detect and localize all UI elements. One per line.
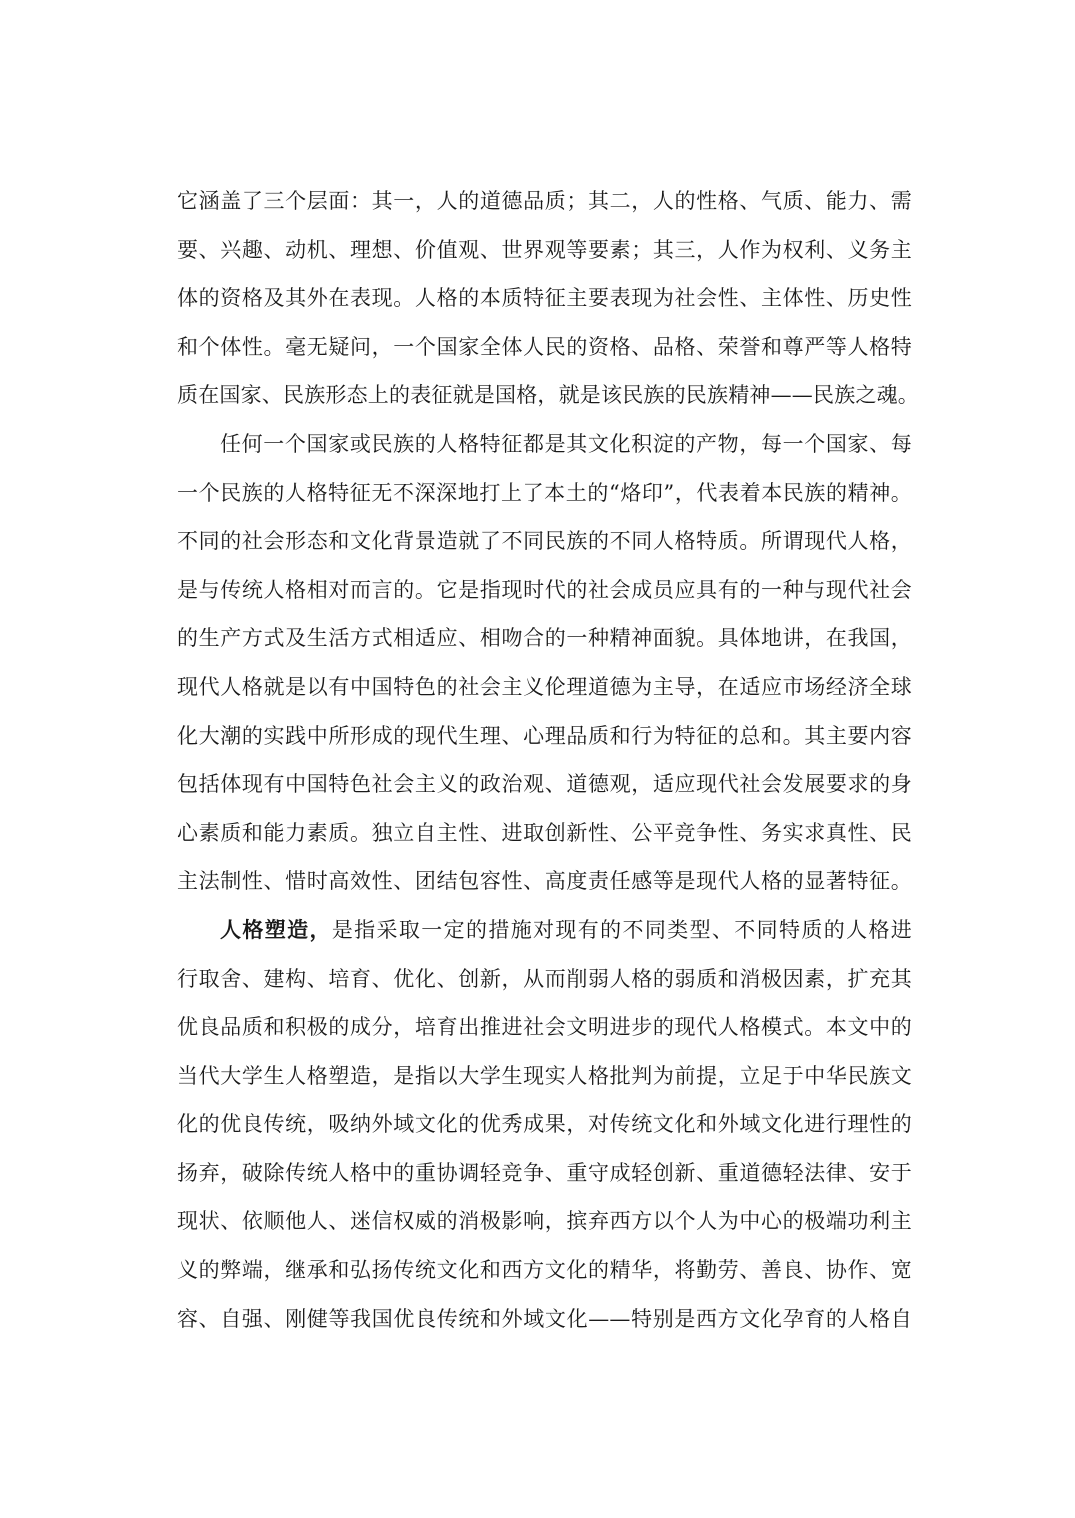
text-line: 义的弊端，继承和弘扬传统文化和西方文化的精华，将勤劳、善良、协作、宽	[177, 1258, 912, 1283]
text-line: 包括体现有中国特色社会主义的政治观、道德观，适应现代社会发展要求的身	[177, 772, 912, 797]
paragraph	[177, 906, 912, 1343]
text-line: 要、兴趣、动机、理想、价值观、世界观等要素；其三，人作为权利、义务主	[177, 237, 912, 262]
text-line: 是与传统人格相对而言的。它是指现时代的社会成员应具有的一种与现代社会	[177, 577, 912, 602]
text-line: 它涵盖了三个层面：其一，人的道德品质；其二，人的性格、气质、能力、需	[177, 189, 912, 213]
text-line: 优良品质和积极的成分，培育出推进社会文明进步的现代人格模式。本文中的	[177, 1015, 912, 1040]
text-line: 扬弃，破除传统人格中的重协调轻竞争、重守成轻创新、重道德轻法律、安于	[177, 1160, 912, 1185]
text-line: 现状、依顺他人、迷信权威的消极影响，摈弃西方以个人为中心的极端功利主	[177, 1209, 912, 1234]
text-line: 化的优良传统，吸纳外域文化的优秀成果，对传统文化和外域文化进行理性的	[177, 1112, 912, 1137]
text-line	[177, 906, 912, 955]
body-text	[177, 177, 919, 1343]
text-line: 体的资格及其外在表现。人格的本质特征主要表现为社会性、主体性、历史性	[177, 286, 912, 311]
paragraph	[177, 420, 912, 906]
text-line: 主法制性、惜时高效性、团结包容性、高度责任感等是现代人格的显著特征。	[177, 869, 912, 894]
paragraph	[177, 177, 919, 420]
text-line: 行取舍、建构、培育、优化、创新，从而削弱人格的弱质和消极因素，扩充其	[177, 966, 912, 991]
text-line: 容、自强、刚健等我国优良传统和外域文化——特别是西方文化孕育的人格自	[177, 1306, 912, 1331]
text-line: 的生产方式及生活方式相适应、相吻合的一种精神面貌。具体地讲，在我国，	[177, 626, 912, 651]
text-line: 任何一个国家或民族的人格特征都是其文化积淀的产物，每一个国家、每	[220, 431, 912, 456]
text-line: 当代大学生人格塑造，是指以大学生现实人格批判为前提，立足于中华民族文	[177, 1063, 912, 1088]
text-line: 质在国家、民族形态上的表征就是国格，就是该民族的民族精神——民族之魂。	[177, 383, 919, 408]
text-line: 和个体性。毫无疑问，一个国家全体人民的资格、品格、荣誉和尊严等人格特	[177, 334, 912, 359]
text-run: 是指采取一定的措施对现有的不同类型、不同特质的人格进	[331, 917, 913, 942]
text-line: 现代人格就是以有中国特色的社会主义伦理道德为主导，在适应市场经济全球	[177, 674, 912, 699]
text-line: 一个民族的人格特征无不深深地打上了本土的“烙印”，代表着本民族的精神。	[177, 480, 912, 505]
text-line: 不同的社会形态和文化背景造就了不同民族的不同人格特质。所谓现代人格，	[177, 529, 912, 554]
text-line: 心素质和能力素质。独立自主性、进取创新性、公平竞争性、务实求真性、民	[177, 820, 912, 845]
defined-term: 人格塑造，	[220, 917, 332, 942]
text-line: 化大潮的实践中所形成的现代生理、心理品质和行为特征的总和。其主要内容	[177, 723, 912, 748]
